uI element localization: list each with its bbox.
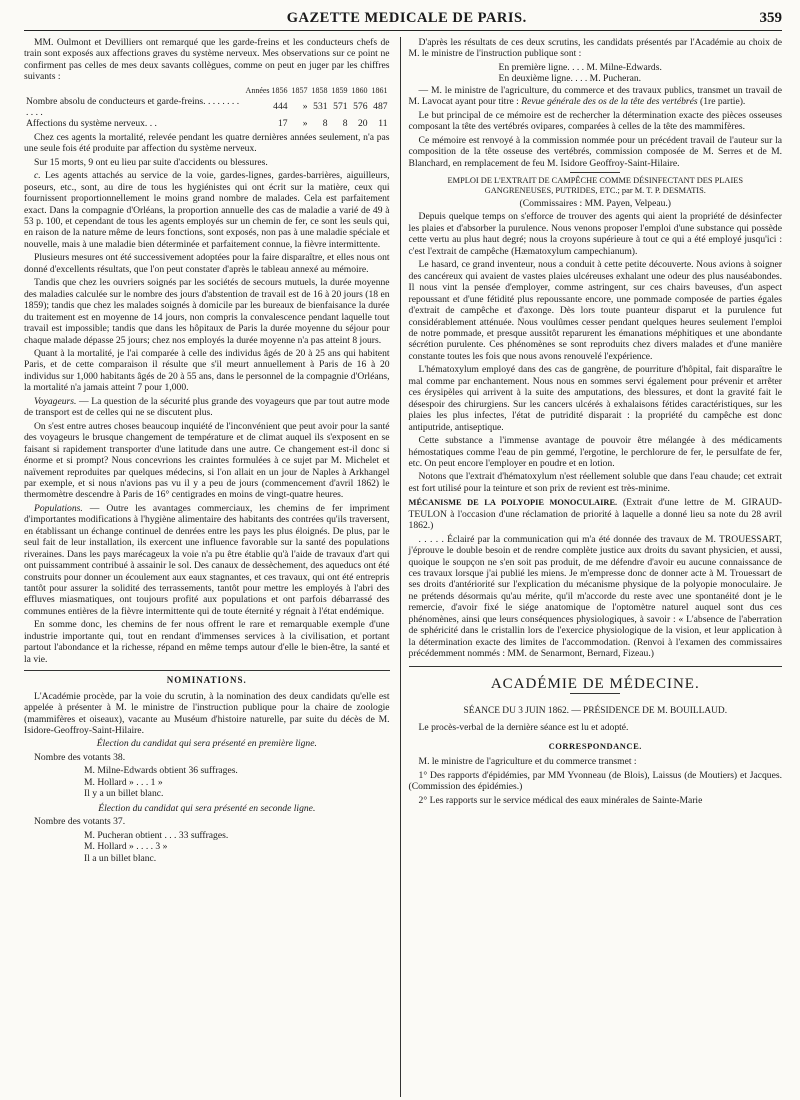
vote-line: M. Hollard » . . . 1 »	[84, 776, 163, 788]
paragraph: L'Académie procède, par la voie du scrutin, à la nomination des deux candidats qu'elle est appelée à présenter à M. le ministre de l'instruction publique pour la chaire de zoologie (mammifères et oiseaux), vacante au Muséum d'histoire naturelle, par suite du décès de M. Isidore-Geoffroy-Saint-Hilaire.	[24, 690, 390, 737]
divider	[570, 693, 620, 694]
row-label: Nombre absolu de conducteurs et garde-freins. . . . . . . . . . . .	[26, 95, 240, 118]
seance-line: SÉANCE DU 3 JUIN 1862. — PRÉSIDENCE DE M. BOUILLAUD.	[463, 706, 728, 717]
paragraph: L'hématoxylum employé dans des cas de gangrène, de pourriture d'hôpital, fait disparaître le mal comme par enchantement. Nous nous en sommes servi également pour prévenir et arrêter ces érysipèles qui arrivent à la suite des amputations, des blessures, et dont la gravité fait le désespoir des chirurgiens. Sur les cancers ulcérés à exhalaisons fétides caractéristiques, sur les plaies les plus infectes, l'état de putridité disparait : la propriété du campêche est donc antiputride, antiseptique.	[408, 364, 782, 433]
paragraph: Quant à la mortalité, je l'ai comparée à celle des individus âgés de 20 à 25 ans qui habitent Paris, et de cette comparaison il résulte que s'il meurt annuellement à Paris de 16 à 20 individus sur 1,000 habitants âgés de 20 à 55 ans, dans le personnel de la compagnie d'Orléans, la mortalité n'a jamais atteint 7 pour 1,000.	[24, 347, 390, 394]
work-title: Revue générale des os de la tête des vertébrés	[521, 96, 698, 108]
columns	[24, 37, 782, 1097]
paragraph: Le but principal de ce mémoire est de rechercher la détermination exacte des pièces osseuses composant la tête des vertébrés ovipares, comparées à celles de la tête des mammifères.	[408, 109, 782, 133]
stats-cell: »	[302, 117, 308, 129]
stats-cell: 444	[273, 101, 288, 113]
vote-line: M. Hollard » . . . . 3 »	[84, 841, 168, 853]
stats-cell: »	[302, 101, 308, 113]
paragraph: 2° Les rapports sur le service médical des eaux minérales de Sainte-Marie	[418, 794, 703, 806]
right-column	[400, 37, 782, 1097]
vote-block	[24, 765, 390, 799]
journal-title: GAZETTE MEDICALE DE PARIS.	[286, 10, 527, 26]
vote-line: Il y a un billet blanc.	[84, 788, 164, 800]
subheading: Élection du candidat qui sera présenté en seconde ligne.	[98, 802, 316, 814]
paragraph: . . . . . Éclairé par la communication qui m'a été donnée des travaux de M. TROUESSART, j'éprouve le double besoin et de rendre complète justice aux droits du savant physicien, et aussi, quoique le soupçon ne s'en soit pas produit, de me défendre d'avoir eu aucune connaissance de ces travaux lorsque j'ai publié les miens. Je m'empresse donc de donner acte à M. Trouessart de ses droits d'antériorité sur l'explication du mécanisme physique de la polyopie monoculaire. Je ne prétends désormais qu'au mérite, qu'il m'accorde du reste avec une spontanéité dont je le remercie, d'avoir fixé le siége anatomique de l'optomètre naturel auquel sont dus ces phénomènes, ainsi que leurs conséquences physiologiques, à savoir : « L'absence de l'aberration de sphéricité dans le cristallin lors de l'exercice physiologique de la vision, et leur application à la détermination exacte des limites de l'accommodation. (Renvoi à l'examen des commissaires précédemment nommés : MM. de Senarmont, Bernard, Fizeau.)	[408, 533, 782, 660]
paragraph: D'après les résultats de ces deux scrutins, les candidats présentés par l'Académie au choix de M. le ministre de l'instruction publique sont :	[408, 37, 782, 60]
left-column	[24, 37, 390, 1097]
stats-table	[24, 85, 390, 129]
para-text: — Outre les avantages commerciaux, les chemins de fer impriment d'importantes modifications à l'hygiène alimentaire des habitants des contrées qu'ils traversent, en établissant un échange continuel de denrées entre les pays les plus éloignés. De plus, par le seul fait de leur installation, ils exercent une influence favorable sur la santé des populations riveraines. Dans les pays marécageux la voie n'a pu être établie qu'à l'aide de travaux d'art qui ont puissamment contribué à assainir le sol. Des canaux de dessèchement, des aqueducs ont été construits pour donner un écoulement aux eaux stagnantes, et ces travaux, qui ont été entrepris tantôt pour assurer la solidité des terrassements, tantôt pour mettre les employés à l'abri des effluves miasmatiques, ont toujours profité aux populations et ont parfois débarrassé des communes entières de la fièvre intermittente qui de toute éternité y régnait à l'état endémique.	[24, 502, 390, 617]
page-number: 359	[759, 10, 782, 26]
vote-block	[24, 830, 390, 864]
stats-cell: 571	[333, 101, 348, 113]
vote-line: M. Milne-Edwards obtient 36 suffrages.	[84, 765, 238, 777]
paragraph: Depuis quelque temps on s'efforce de trouver des agents qui aient la propriété de désinfecter les plaies et d'absorber la purulence. Nous venons proposer l'emploi d'une substance qui possède cette vertu au plus haut degré; nous la croyons supérieure à tout ce qui a été employé jusqu'ici : c'est l'extrait de campêche (Hæmatoxylum campechianum).	[408, 211, 782, 257]
commissaires-line: (Commissaires : MM. Payen, Velpeau.)	[519, 197, 671, 209]
stats-cell: 576	[353, 101, 368, 113]
vote-line: Il a un billet blanc.	[84, 852, 157, 864]
stats-cell: 20	[357, 117, 368, 129]
year-cell: 1861	[371, 85, 388, 95]
vote-line: M. Pucheran obtient . . . 33 suffrages.	[84, 829, 229, 841]
para-lead: c.	[34, 170, 41, 182]
para-text: — M. le ministre de l'agriculture, du commerce et des travaux publics, transmet un travail de M. Lavocat ayant pour titre :	[408, 84, 782, 108]
paragraph: Le hasard, ce grand inventeur, nous a conduit à cette petite découverte. Nous avions à soigner des cancéreux qui avaient de vastes plaies ulcéreuses exhalant une odeur des plus nauséabondes. Il nous vint la pensée d'employer, comme astringent, sur ces chairs baveuses, d'un aspect repoussant et d'une fétidité plus repoussante encore, une pommade composée de parties égales d'extrait de campêche et d'axonge. Dès lors toute puanteur disparut et la purulence fut considérablement atténuée. Nous voulûmes cesser pendant quelques heures seulement l'emploi de notre pommade, et presque aussitôt reparurent les émanations méphitiques et une abondante sécrétion purulente. Ces phénomènes se sont reproduits chez divers malades et d'une manière constante toutes les fois que nous avons renouvelé l'expérience.	[408, 259, 782, 362]
row-label: Affections du système nerveux. . .	[26, 117, 157, 129]
paragraph: Chez ces agents la mortalité, relevée pendant les quatre dernières années seulement, n'a pas une seule fois été produite par affection du système nerveux.	[24, 131, 390, 155]
stats-cell: 487	[373, 101, 388, 113]
paragraph: On s'est entre autres choses beaucoup inquiété de l'inconvénient que peut avoir pour la santé des voyageurs le brusque changement de température et de climat auquel ils s'exposent en se faisant si rapidement transporter d'une latitude dans une autre. Ce changement est-il donc si énorme et si prompt? Nous concevrions les craintes formulées à ce sujet par M. Michelet et naïvement reproduites par quelques médecins, si l'on allait en un jour de Naples à Arkhangel par exemple, et si nous n'avions pas vu il y a peu de jours (commencement d'avril 1862) le thermomètre descendre à Paris de 16° centigrades en moins de vingt-quatre heures.	[24, 420, 390, 501]
stats-cell: 531	[313, 101, 328, 113]
paragraph: Sur 15 morts, 9 ont eu lieu par suite d'accidents ou blessures.	[34, 156, 268, 168]
article-title	[409, 497, 782, 531]
paragraph: M. le ministre de l'agriculture et du commerce transmet :	[418, 756, 637, 768]
para-text: — La question de la sécurité plus grande des voyageurs que par tout autre mode de transport est de celles qui ne se discutent plus.	[24, 395, 390, 419]
candidate-line: En deuxième ligne. . . . M. Pucheran.	[498, 73, 642, 85]
divider	[409, 666, 782, 667]
para-lead: Voyageurs.	[34, 395, 77, 407]
paragraph	[24, 396, 390, 419]
stats-row	[24, 96, 390, 118]
votants-line: Nombre des votants 37.	[34, 816, 126, 828]
divider	[570, 172, 620, 173]
candidate-line: En première ligne. . . . M. Milne-Edwards.	[498, 61, 662, 73]
stats-cell: 11	[378, 117, 388, 129]
paragraph: En somme donc, les chemins de fer nous offrent le rare et remarquable exemple d'une industrie importante qui, tout en rendant d'immenses services à la civilisation, et portant partout l'abondance et la richesse, répand en même temps autour d'elle le bien-être, la santé et la vie.	[24, 619, 390, 665]
paragraph: Cette substance a l'immense avantage de pouvoir être mélangée à des médicaments hémostatiques comme l'eau de pin gemmé, l'ergotine, le perchlorure de fer, le persulfate de fer, etc. On peut encore l'employer en poudre et en lotion.	[408, 435, 782, 469]
paragraph: MM. Oulmont et Devilliers ont remarqué que les garde-freins et les conducteurs chefs de train sont exposés aux affections graves du système nerveux. Mes observations sur ce point ne confirment pas celles de mes deux savants collègues, comme on peut en juger par les chiffres suivants :	[24, 37, 390, 83]
para-lead: Populations.	[34, 502, 83, 514]
paragraph	[24, 170, 390, 250]
section-heading: ACADÉMIE DE MÉDECINE.	[490, 675, 700, 692]
year-cell: 1858	[311, 85, 328, 95]
stats-header-row	[24, 85, 390, 96]
paragraph: Plusieurs mesures ont été successivement adoptées pour la faire disparaître, et elles nous ont donné d'excellents résultats, que l'on peut constater d'après le tableau annexé au mémoire.	[24, 252, 390, 275]
year-cell: 1859	[331, 85, 348, 95]
article-title-rest: (Extrait d'une lettre de M. GIRAUD-TEULON à l'occasion d'une réclamation de priorité à laquelle a donné lieu sa note du 28 avril 1862.)	[408, 497, 782, 532]
para-text: (1re partie).	[700, 96, 746, 108]
subheading: Élection du candidat qui sera présenté en première ligne.	[96, 738, 317, 750]
year-cell: 1857	[291, 85, 308, 95]
year-cell: Années 1856	[245, 85, 288, 95]
stats-cell: 8	[322, 117, 328, 129]
section-title: NOMINATIONS.	[24, 670, 390, 686]
para-text: Les agents attachés au service de la voie, gardes-lignes, gardes-barrières, aiguilleurs, poseurs, etc., sont, au dire de tous les hygiénistes qui ont écrit sur la matière, ceux qui fournissent proportionnellement le moins grand nombre de malades. Cela est parfaitement exact. Dans la compagnie d'Orléans, la proportion annuelle des cas de maladie a varié de 49 à 53 p. 100, et cependant de tous les agents employés sur un chemin de fer, ce sont les seuls qui, en raison de la nature même de leurs fonctions, sont exposés, non pas à une maladie spéciale et nouvelle, mais à une maladie bien déterminée et parfaitement connue, la fièvre intermittente.	[24, 170, 390, 250]
candidates-block	[409, 62, 782, 85]
correspondance-heading: CORRESPONDANCE.	[548, 741, 642, 752]
paragraph	[409, 85, 782, 108]
paragraph: 1° Des rapports d'épidémies, par MM Yvonneau (de Blois), Laissus (de Moutiers) et Jacques. (Commission des épidémies.)	[408, 769, 782, 793]
paragraph: Notons que l'extrait d'hématoxylum n'est réellement soluble que dans l'eau chaude; cet extrait est fort utilisé pour la teinture et son prix de revient est très-minime.	[408, 471, 782, 494]
stats-cell: 8	[342, 117, 348, 129]
article-title: EMPLOI DE L'EXTRAIT DE CAMPÊCHE COMME DÉSINFECTANT DES PLAIES GANGRENEUSES, PUTRIDES, ETC.; par M. T. P. DESMATIS.	[447, 175, 744, 195]
paragraph: Tandis que chez les ouvriers soignés par les sociétés de secours mutuels, la durée moyenne des maladies calculée sur le nombre des jours d'abstention de travail est de 16 à 20 jours (18 en 1859); tandis que chez les malades soignés à domicile par les bureaux de bienfaisance la durée du traitement est en moyenne de 14 jours, non compris la convalescence pendant laquelle tout travail est impossible; tandis que dans les hôpitaux de Paris la durée moyenne du séjour pour chaque malade dépasse 25 jours; chez nos employés la durée moyenne n'a pas atteint 8 jours.	[24, 277, 390, 346]
paragraph: Le procès-verbal de la dernière séance est lu et adopté.	[418, 721, 629, 733]
stats-cell: 17	[277, 117, 288, 129]
stats-row	[24, 118, 390, 129]
paragraph	[24, 503, 390, 618]
page-header	[24, 10, 782, 31]
article-title-caps: MÉCANISME DE LA POLYOPIE MONOCULAIRE.	[408, 498, 618, 508]
votants-line: Nombre des votants 38.	[34, 751, 126, 763]
year-cell: 1860	[351, 85, 368, 95]
paragraph: Ce mémoire est renvoyé à la commission nommée pour un précédent travail de l'auteur sur la composition de la tête osseuse des vertébrés, commission composée de M. Serres et de M. Blanchard, en remplacement de feu M. Isidore Geoffroy-Saint-Hilaire.	[408, 134, 782, 169]
